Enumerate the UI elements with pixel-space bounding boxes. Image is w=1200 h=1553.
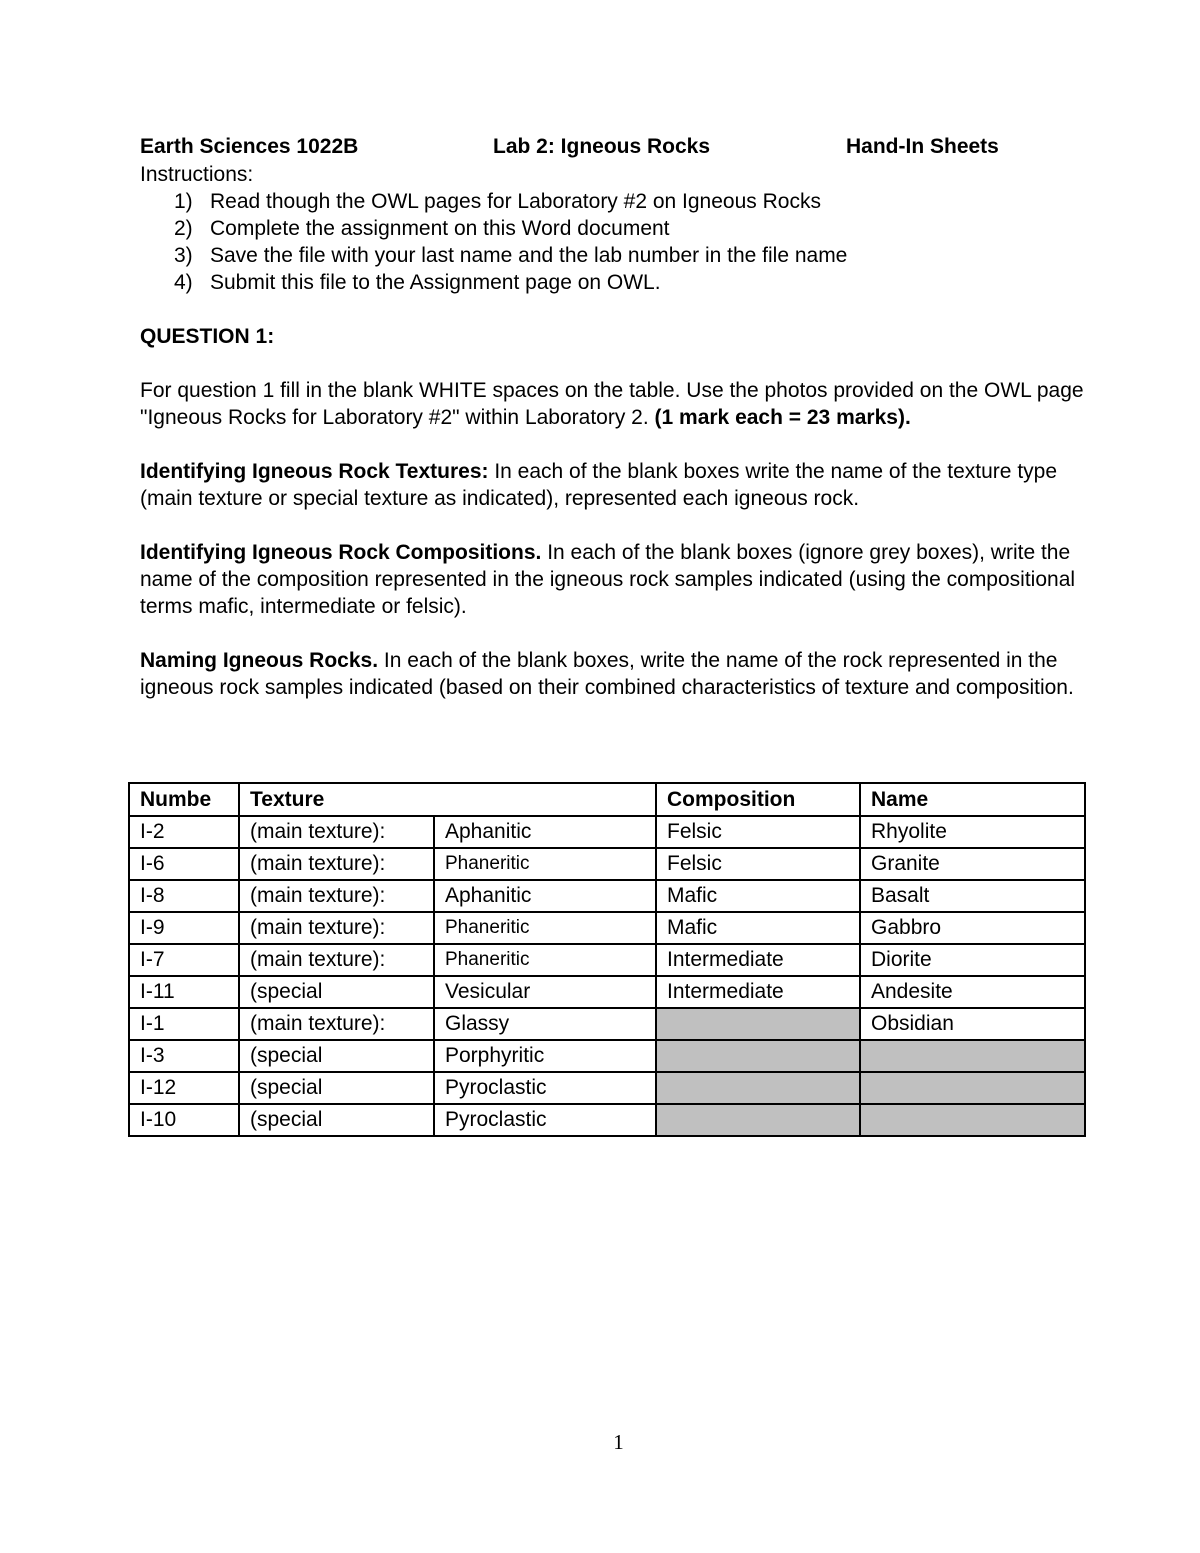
cell-composition[interactable]: Intermediate <box>656 944 860 976</box>
cell-composition-grey <box>656 1104 860 1136</box>
instruction-number: 3) <box>174 244 193 267</box>
table-row <box>129 1072 1085 1104</box>
cell-number: I-7 <box>129 944 239 976</box>
cell-number: I-10 <box>129 1104 239 1136</box>
cell-texture[interactable]: Aphanitic <box>434 816 656 848</box>
cell-composition-grey <box>656 1040 860 1072</box>
cell-texture[interactable]: Glassy <box>434 1008 656 1040</box>
cell-composition-grey <box>656 1072 860 1104</box>
instruction-text: Complete the assignment on this Word document <box>210 217 670 240</box>
cell-texture[interactable]: Vesicular <box>434 976 656 1008</box>
table-row <box>129 848 1085 880</box>
cell-texture-type: (main texture): <box>239 816 434 848</box>
cell-name[interactable]: Basalt <box>860 880 1085 912</box>
table-row <box>129 912 1085 944</box>
course-title: Earth Sciences 1022B <box>140 135 359 158</box>
question-intro: For question 1 fill in the blank WHITE spaces on the table. Use the photos provided on the OWL page "Igneous Rocks for Laboratory #2" within Laboratory 2. (1 mark each = 23 marks). <box>140 379 1084 429</box>
cell-composition[interactable]: Mafic <box>656 880 860 912</box>
cell-texture-type: (main texture): <box>239 1008 434 1040</box>
document-header <box>140 135 1090 163</box>
instruction-item <box>140 269 1100 296</box>
lab-title: Lab 2: Igneous Rocks <box>493 135 711 158</box>
cell-texture-type: (special <box>239 1072 434 1104</box>
cell-name[interactable]: Granite <box>860 848 1085 880</box>
cell-name[interactable]: Gabbro <box>860 912 1085 944</box>
cell-texture[interactable]: Aphanitic <box>434 880 656 912</box>
table-row <box>129 880 1085 912</box>
header-name: Name <box>860 783 1085 816</box>
header-texture: Texture <box>239 783 656 816</box>
cell-texture[interactable]: Pyroclastic <box>434 1104 656 1136</box>
cell-texture-type: (special <box>239 976 434 1008</box>
cell-name[interactable]: Diorite <box>860 944 1085 976</box>
cell-composition[interactable]: Intermediate <box>656 976 860 1008</box>
naming-label: Naming Igneous Rocks. <box>140 649 379 672</box>
table-row <box>129 1008 1085 1040</box>
cell-texture-type: (main texture): <box>239 880 434 912</box>
cell-texture[interactable]: Pyroclastic <box>434 1072 656 1104</box>
table-row <box>129 1040 1085 1072</box>
instruction-item <box>140 215 1100 242</box>
table-row <box>129 1104 1085 1136</box>
naming-instructions: Naming Igneous Rocks. In each of the blank boxes, write the name of the rock represented in the igneous rock samples indicated (based on their combined characteristics of texture and composition. <box>140 649 1074 699</box>
instruction-number: 2) <box>174 217 193 240</box>
instruction-number: 4) <box>174 271 193 294</box>
question-marks: (1 mark each = 23 marks). <box>654 406 911 429</box>
cell-number: I-2 <box>129 816 239 848</box>
cell-name-grey <box>860 1104 1085 1136</box>
cell-name-grey <box>860 1040 1085 1072</box>
cell-number: I-3 <box>129 1040 239 1072</box>
cell-texture[interactable]: Phaneritic <box>434 944 656 976</box>
table-row <box>129 816 1085 848</box>
cell-texture[interactable]: Porphyritic <box>434 1040 656 1072</box>
cell-number: I-11 <box>129 976 239 1008</box>
cell-number: I-9 <box>129 912 239 944</box>
cell-texture-type: (main texture): <box>239 944 434 976</box>
cell-number: I-8 <box>129 880 239 912</box>
cell-name[interactable]: Rhyolite <box>860 816 1085 848</box>
cell-composition[interactable]: Felsic <box>656 848 860 880</box>
cell-name[interactable]: Andesite <box>860 976 1085 1008</box>
instruction-number: 1) <box>174 190 193 213</box>
instruction-text: Submit this file to the Assignment page on OWL. <box>210 271 661 294</box>
cell-texture-type: (main texture): <box>239 912 434 944</box>
instructions-heading: Instructions: <box>140 163 254 186</box>
document-body <box>140 161 1100 701</box>
textures-instructions: Identifying Igneous Rock Textures: In each of the blank boxes write the name of the texture type (main texture or special texture as indicated), represented each igneous rock. <box>140 460 1058 510</box>
compositions-instructions: Identifying Igneous Rock Compositions. In each of the blank boxes (ignore grey boxes), write the name of the composition represented in the igneous rock samples indicated (using the compositional terms mafic, intermediate or felsic). <box>140 541 1076 618</box>
cell-name[interactable]: Obsidian <box>860 1008 1085 1040</box>
cell-number: I-1 <box>129 1008 239 1040</box>
header-number: Numbe <box>129 783 239 816</box>
cell-number: I-12 <box>129 1072 239 1104</box>
instruction-item <box>140 242 1100 269</box>
compositions-label: Identifying Igneous Rock Compositions. <box>140 541 542 564</box>
cell-name-grey <box>860 1072 1085 1104</box>
cell-texture[interactable]: Phaneritic <box>434 912 656 944</box>
sheet-title: Hand-In Sheets <box>846 135 999 158</box>
instructions-list <box>140 188 1100 296</box>
table-header-row <box>129 783 1085 816</box>
cell-texture[interactable]: Phaneritic <box>434 848 656 880</box>
table-row <box>129 944 1085 976</box>
question-title: QUESTION 1: <box>140 325 275 348</box>
instruction-text: Read though the OWL pages for Laboratory #2 on Igneous Rocks <box>210 190 821 213</box>
header-composition: Composition <box>656 783 860 816</box>
table-row <box>129 976 1085 1008</box>
instruction-text: Save the file with your last name and the lab number in the file name <box>210 244 848 267</box>
cell-composition-grey <box>656 1008 860 1040</box>
cell-composition[interactable]: Felsic <box>656 816 860 848</box>
cell-composition[interactable]: Mafic <box>656 912 860 944</box>
rock-table <box>128 782 1086 1137</box>
cell-texture-type: (special <box>239 1040 434 1072</box>
cell-number: I-6 <box>129 848 239 880</box>
instruction-item <box>140 188 1100 215</box>
cell-texture-type: (special <box>239 1104 434 1136</box>
page-number: 1 <box>613 1430 624 1454</box>
cell-texture-type: (main texture): <box>239 848 434 880</box>
textures-label: Identifying Igneous Rock Textures: <box>140 460 489 483</box>
